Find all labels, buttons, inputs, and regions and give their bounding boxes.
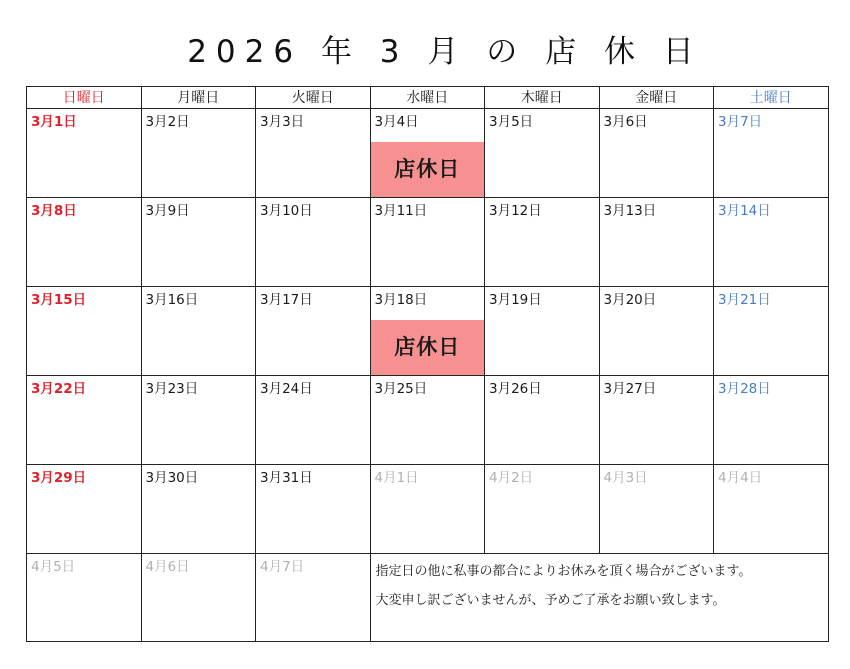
day-cell-next-month: [599, 465, 714, 554]
day-cell: [141, 109, 256, 198]
week-row-1: [27, 109, 829, 198]
day-cell: [599, 109, 714, 198]
day-label: 4月6日: [145, 559, 190, 575]
weekday-sunday: 日曜日: [27, 87, 142, 109]
day-cell: [256, 287, 371, 376]
day-cell: [714, 287, 829, 376]
weekday-thursday: 木曜日: [485, 87, 600, 109]
day-cell-closed: [370, 287, 485, 376]
day-cell: [714, 198, 829, 287]
notes: [371, 554, 828, 615]
day-cell-next-month: [27, 554, 142, 642]
day-cell-next-month: [714, 465, 829, 554]
day-label: 3月2日: [145, 114, 190, 130]
week-row-5: [27, 465, 829, 554]
day-cell: [485, 376, 600, 465]
day-label: 3月15日: [31, 292, 87, 308]
day-cell: [141, 465, 256, 554]
closed-day-badge: 店休日: [371, 320, 485, 375]
day-cell: [256, 376, 371, 465]
day-cell: [599, 287, 714, 376]
day-cell: [370, 376, 485, 465]
week-row-6: [27, 554, 829, 642]
day-cell: [27, 376, 142, 465]
day-cell: [485, 287, 600, 376]
day-cell: [485, 109, 600, 198]
day-label: 3月9日: [145, 203, 190, 219]
day-cell: [256, 109, 371, 198]
notes-cell: [370, 554, 828, 642]
day-label: 4月3日: [603, 470, 648, 486]
calendar-table: [26, 86, 829, 642]
day-label: 3月11日: [374, 203, 428, 219]
day-label: 4月4日: [718, 470, 763, 486]
day-label: 4月7日: [260, 559, 305, 575]
day-cell: [485, 198, 600, 287]
day-cell: [599, 198, 714, 287]
day-cell: [27, 287, 142, 376]
day-label: 4月1日: [374, 470, 419, 486]
week-row-3: [27, 287, 829, 376]
day-cell-next-month: [141, 554, 256, 642]
day-label: 3月4日: [374, 114, 419, 130]
day-cell: [599, 376, 714, 465]
day-label: 3月24日: [260, 381, 313, 397]
day-label: 3月27日: [603, 381, 657, 397]
day-label: 3月8日: [31, 203, 77, 219]
weekday-saturday: 土曜日: [714, 87, 829, 109]
day-label: 3月1日: [31, 114, 77, 130]
note-line-1: 指定日の他に私事の都合によりお休みを頂く場合がございます。: [375, 564, 752, 579]
day-label: 3月20日: [603, 292, 657, 308]
day-cell: [714, 109, 829, 198]
day-cell: [256, 465, 371, 554]
day-cell: [141, 376, 256, 465]
day-cell: [714, 376, 829, 465]
day-label: 3月28日: [718, 381, 771, 397]
day-cell: [27, 465, 142, 554]
page-title: 2026 年 3 月 の 店 休 日: [187, 34, 703, 70]
day-label: 3月5日: [489, 114, 534, 130]
day-label: 3月3日: [260, 114, 305, 130]
day-label: 3月23日: [145, 381, 199, 397]
day-cell-next-month: [370, 465, 485, 554]
day-label: 3月17日: [260, 292, 313, 308]
week-row-4: [27, 376, 829, 465]
day-label: 3月26日: [489, 381, 542, 397]
day-label: 3月16日: [145, 292, 199, 308]
day-cell-closed: [370, 109, 485, 198]
weekday-friday: 金曜日: [599, 87, 714, 109]
day-cell: [27, 109, 142, 198]
day-label: 3月6日: [603, 114, 648, 130]
day-label: 3月30日: [145, 470, 199, 486]
day-label: 3月14日: [718, 203, 771, 219]
weekday-wednesday: 水曜日: [370, 87, 485, 109]
day-label: 3月10日: [260, 203, 313, 219]
closed-day-badge: 店休日: [371, 142, 485, 197]
day-cell: [256, 198, 371, 287]
week-row-2: [27, 198, 829, 287]
day-cell: [141, 287, 256, 376]
day-label: 3月29日: [31, 470, 87, 486]
day-cell-next-month: [256, 554, 371, 642]
day-label: 3月13日: [603, 203, 657, 219]
weekday-tuesday: 火曜日: [256, 87, 371, 109]
day-cell: [27, 198, 142, 287]
note-line-2: 大変申し訳ございませんが、予めご了承をお願い致します。: [375, 593, 726, 608]
day-label: 3月18日: [374, 292, 428, 308]
day-cell-next-month: [485, 465, 600, 554]
day-label: 3月22日: [31, 381, 87, 397]
day-label: 3月12日: [489, 203, 542, 219]
weekday-monday: 月曜日: [141, 87, 256, 109]
day-label: 3月31日: [260, 470, 313, 486]
day-cell: [141, 198, 256, 287]
day-label: 3月7日: [718, 114, 763, 130]
day-cell: [370, 198, 485, 287]
day-label: 3月21日: [718, 292, 771, 308]
day-label: 3月25日: [374, 381, 428, 397]
day-label: 4月5日: [31, 559, 76, 575]
day-label: 4月2日: [489, 470, 534, 486]
day-label: 3月19日: [489, 292, 542, 308]
weekday-header-row: [27, 87, 829, 109]
